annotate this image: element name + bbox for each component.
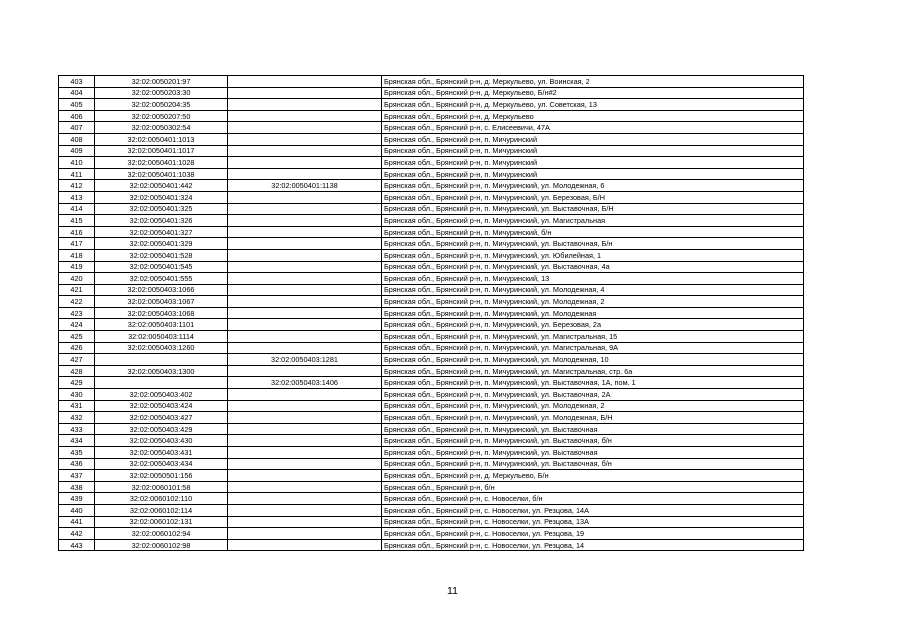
secondary-cadastral-number-cell	[228, 87, 382, 99]
row-number-cell: 427	[59, 354, 95, 366]
table-row	[59, 412, 804, 424]
secondary-cadastral-number-cell	[228, 157, 382, 169]
row-number-cell: 413	[59, 191, 95, 203]
cadastral-number-cell: 32:02:0050403:434	[95, 458, 228, 470]
table-row	[59, 354, 804, 366]
address-cell: Брянская обл., Брянский р-н, п. Мичуринский, ул. Магистральная, 15	[382, 331, 804, 343]
secondary-cadastral-number-cell	[228, 284, 382, 296]
table-row	[59, 307, 804, 319]
secondary-cadastral-number-cell	[228, 122, 382, 134]
address-cell: Брянская обл., Брянский р-н, п. Мичуринский	[382, 168, 804, 180]
secondary-cadastral-number-cell	[228, 493, 382, 505]
address-cell: Брянская обл., Брянский р-н, п. Мичуринский, ул. Березовая, 2а	[382, 319, 804, 331]
table-body	[59, 76, 804, 551]
address-cell: Брянская обл., Брянский р-н, п. Мичуринский, ул. Молодежная, 4	[382, 284, 804, 296]
secondary-cadastral-number-cell	[228, 76, 382, 88]
row-number-cell: 429	[59, 377, 95, 389]
secondary-cadastral-number-cell	[228, 516, 382, 528]
cadastral-number-cell: 32:02:0050403:1101	[95, 319, 228, 331]
secondary-cadastral-number-cell	[228, 423, 382, 435]
cadastral-number-cell: 32:02:0060101:58	[95, 481, 228, 493]
row-number-cell: 410	[59, 157, 95, 169]
cadastral-number-cell: 32:02:0050401:1038	[95, 168, 228, 180]
address-cell: Брянская обл., Брянский р-н, п. Мичуринский, ул. Молодежная, 10	[382, 354, 804, 366]
cadastral-number-cell: 32:02:0060102:98	[95, 539, 228, 551]
cadastral-number-cell: 32:02:0050403:402	[95, 389, 228, 401]
cadastral-number-cell: 32:02:0050403:427	[95, 412, 228, 424]
address-cell: Брянская обл., Брянский р-н, п. Мичуринский, ул. Молодежная, Б/Н	[382, 412, 804, 424]
cadastral-number-cell: 32:02:0050403:430	[95, 435, 228, 447]
row-number-cell: 424	[59, 319, 95, 331]
secondary-cadastral-number-cell	[228, 389, 382, 401]
secondary-cadastral-number-cell	[228, 273, 382, 285]
address-cell: Брянская обл., Брянский р-н, п. Мичуринский, ул. Березовая, Б/Н	[382, 191, 804, 203]
cadastral-number-cell: 32:02:0050207:50	[95, 110, 228, 122]
row-number-cell: 419	[59, 261, 95, 273]
table-row	[59, 528, 804, 540]
cadastral-number-cell: 32:02:0060102:131	[95, 516, 228, 528]
table-row	[59, 191, 804, 203]
secondary-cadastral-number-cell	[228, 331, 382, 343]
cadastral-number-cell: 32:02:0050401:545	[95, 261, 228, 273]
address-cell: Брянская обл., Брянский р-н, п. Мичуринский, ул. Молодежная, 6	[382, 180, 804, 192]
address-cell: Брянская обл., Брянский р-н, п. Мичуринский, ул. Выставочная, Б/н	[382, 238, 804, 250]
row-number-cell: 430	[59, 389, 95, 401]
address-cell: Брянская обл., Брянский р-н, п. Мичуринский, ул. Молодежная, 2	[382, 400, 804, 412]
cadastral-number-cell: 32:02:0050403:431	[95, 447, 228, 459]
row-number-cell: 412	[59, 180, 95, 192]
table-row	[59, 435, 804, 447]
secondary-cadastral-number-cell	[228, 296, 382, 308]
cadastral-number-cell: 32:02:0050401:1013	[95, 133, 228, 145]
address-cell: Брянская обл., Брянский р-н, п. Мичуринский, ул. Выставочная, Б/Н	[382, 203, 804, 215]
table-row	[59, 133, 804, 145]
secondary-cadastral-number-cell	[228, 203, 382, 215]
table-row	[59, 470, 804, 482]
address-cell: Брянская обл., Брянский р-н, с. Новоселки, ул. Резцова, 13А	[382, 516, 804, 528]
address-cell: Брянская обл., Брянский р-н, п. Мичуринский, ул. Выставочная, б/н	[382, 435, 804, 447]
cadastral-number-cell: 32:02:0050401:329	[95, 238, 228, 250]
row-number-cell: 433	[59, 423, 95, 435]
table-row	[59, 377, 804, 389]
row-number-cell: 439	[59, 493, 95, 505]
table-row	[59, 458, 804, 470]
cadastral-number-cell: 32:02:0050401:325	[95, 203, 228, 215]
table-row	[59, 400, 804, 412]
secondary-cadastral-number-cell	[228, 458, 382, 470]
cadastral-number-cell: 32:02:0050403:1260	[95, 342, 228, 354]
cadastral-number-cell: 32:02:0050401:1017	[95, 145, 228, 157]
table-row	[59, 76, 804, 88]
secondary-cadastral-number-cell: 32:02:0050403:1406	[228, 377, 382, 389]
row-number-cell: 442	[59, 528, 95, 540]
cadastral-number-cell: 32:02:0050403:1300	[95, 365, 228, 377]
row-number-cell: 434	[59, 435, 95, 447]
cadastral-number-cell: 32:02:0050401:442	[95, 180, 228, 192]
secondary-cadastral-number-cell	[228, 110, 382, 122]
row-number-cell: 443	[59, 539, 95, 551]
cadastral-number-cell: 32:02:0050501:156	[95, 470, 228, 482]
address-cell: Брянская обл., Брянский р-н, п. Мичуринский, б/н	[382, 226, 804, 238]
secondary-cadastral-number-cell	[228, 470, 382, 482]
address-cell: Брянская обл., Брянский р-н, п. Мичуринский, 13	[382, 273, 804, 285]
row-number-cell: 416	[59, 226, 95, 238]
table-row	[59, 273, 804, 285]
cadastral-number-cell: 32:02:0050403:1114	[95, 331, 228, 343]
cadastral-number-cell: 32:02:0060102:114	[95, 504, 228, 516]
cadastral-number-cell: 32:02:0050403:1066	[95, 284, 228, 296]
cadastral-number-cell: 32:02:0050302:54	[95, 122, 228, 134]
table-row	[59, 423, 804, 435]
row-number-cell: 421	[59, 284, 95, 296]
secondary-cadastral-number-cell: 32:02:0050401:1138	[228, 180, 382, 192]
secondary-cadastral-number-cell	[228, 226, 382, 238]
cadastral-number-cell: 32:02:0050401:327	[95, 226, 228, 238]
cadastral-number-cell	[95, 377, 228, 389]
row-number-cell: 435	[59, 447, 95, 459]
row-number-cell: 404	[59, 87, 95, 99]
secondary-cadastral-number-cell	[228, 435, 382, 447]
row-number-cell: 436	[59, 458, 95, 470]
table-row	[59, 319, 804, 331]
table-row	[59, 168, 804, 180]
address-cell: Брянская обл., Брянский р-н, с. Новоселки, б/н	[382, 493, 804, 505]
cadastral-number-cell: 32:02:0050401:1028	[95, 157, 228, 169]
row-number-cell: 411	[59, 168, 95, 180]
cadastral-number-cell: 32:02:0050401:555	[95, 273, 228, 285]
row-number-cell: 438	[59, 481, 95, 493]
address-cell: Брянская обл., Брянский р-н, п. Мичуринский	[382, 133, 804, 145]
cadastral-number-cell: 32:02:0050403:429	[95, 423, 228, 435]
table-row	[59, 365, 804, 377]
secondary-cadastral-number-cell	[228, 319, 382, 331]
address-cell: Брянская обл., Брянский р-н, п. Мичуринский, ул. Выставочная	[382, 447, 804, 459]
cadastral-number-cell: 32:02:0050401:326	[95, 215, 228, 227]
cadastral-number-cell: 32:02:0050403:1067	[95, 296, 228, 308]
cadastral-number-cell: 32:02:0050204:35	[95, 99, 228, 111]
address-cell: Брянская обл., Брянский р-н, д. Меркульево	[382, 110, 804, 122]
row-number-cell: 417	[59, 238, 95, 250]
row-number-cell: 407	[59, 122, 95, 134]
secondary-cadastral-number-cell	[228, 400, 382, 412]
cadastral-number-cell: 32:02:0050201:97	[95, 76, 228, 88]
secondary-cadastral-number-cell	[228, 307, 382, 319]
row-number-cell: 437	[59, 470, 95, 482]
table-row	[59, 296, 804, 308]
address-cell: Брянская обл., Брянский р-н, д. Меркульево, Б/н	[382, 470, 804, 482]
secondary-cadastral-number-cell	[228, 481, 382, 493]
address-cell: Брянская обл., Брянский р-н, п. Мичуринский, ул. Выставочная, б/н	[382, 458, 804, 470]
cadastral-number-cell: 32:02:0060102:94	[95, 528, 228, 540]
row-number-cell: 432	[59, 412, 95, 424]
row-number-cell: 406	[59, 110, 95, 122]
cadastral-number-cell	[95, 354, 228, 366]
table-row	[59, 389, 804, 401]
cadastral-number-cell: 32:02:0050401:528	[95, 249, 228, 261]
address-cell: Брянская обл., Брянский р-н, п. Мичуринский, ул. Магистральная, 9А	[382, 342, 804, 354]
cadastral-number-cell: 32:02:0050403:424	[95, 400, 228, 412]
secondary-cadastral-number-cell	[228, 249, 382, 261]
table-row	[59, 249, 804, 261]
secondary-cadastral-number-cell	[228, 365, 382, 377]
table-row	[59, 203, 804, 215]
secondary-cadastral-number-cell	[228, 238, 382, 250]
address-cell: Брянская обл., Брянский р-н, п. Мичуринский	[382, 145, 804, 157]
table-row	[59, 180, 804, 192]
secondary-cadastral-number-cell	[228, 504, 382, 516]
table-row	[59, 215, 804, 227]
table-row	[59, 493, 804, 505]
table-row	[59, 284, 804, 296]
secondary-cadastral-number-cell	[228, 191, 382, 203]
address-cell: Брянская обл., Брянский р-н, п. Мичуринский, ул. Выставочная, 4а	[382, 261, 804, 273]
secondary-cadastral-number-cell	[228, 145, 382, 157]
secondary-cadastral-number-cell	[228, 133, 382, 145]
row-number-cell: 408	[59, 133, 95, 145]
address-cell: Брянская обл., Брянский р-н, п. Мичуринский, ул. Юбилейная, 1	[382, 249, 804, 261]
secondary-cadastral-number-cell	[228, 99, 382, 111]
address-cell: Брянская обл., Брянский р-н, д. Меркульево, Б/н#2	[382, 87, 804, 99]
address-cell: Брянская обл., Брянский р-н, п. Мичуринский	[382, 157, 804, 169]
table-row	[59, 110, 804, 122]
address-cell: Брянская обл., Брянский р-н, п. Мичуринский, ул. Выставочная, 1А, пом. 1	[382, 377, 804, 389]
table-row	[59, 87, 804, 99]
row-number-cell: 414	[59, 203, 95, 215]
row-number-cell: 409	[59, 145, 95, 157]
secondary-cadastral-number-cell	[228, 412, 382, 424]
table-row	[59, 342, 804, 354]
cadastral-number-cell: 32:02:0050403:1068	[95, 307, 228, 319]
table-row	[59, 331, 804, 343]
secondary-cadastral-number-cell	[228, 168, 382, 180]
row-number-cell: 415	[59, 215, 95, 227]
page-number: 11	[447, 585, 458, 597]
row-number-cell: 422	[59, 296, 95, 308]
address-cell: Брянская обл., Брянский р-н, д. Меркульево, ул. Воинская, 2	[382, 76, 804, 88]
row-number-cell: 405	[59, 99, 95, 111]
table-row	[59, 539, 804, 551]
row-number-cell: 441	[59, 516, 95, 528]
table-row	[59, 447, 804, 459]
address-cell: Брянская обл., Брянский р-н, п. Мичуринский, ул. Выставочная	[382, 423, 804, 435]
address-cell: Брянская обл., Брянский р-н, п. Мичуринский, ул. Молодежная	[382, 307, 804, 319]
address-cell: Брянская обл., Брянский р-н, с. Новоселки, ул. Резцова, 19	[382, 528, 804, 540]
table-row	[59, 226, 804, 238]
cadastral-number-cell: 32:02:0050203:30	[95, 87, 228, 99]
cadastral-number-cell: 32:02:0060102:110	[95, 493, 228, 505]
row-number-cell: 425	[59, 331, 95, 343]
address-cell: Брянская обл., Брянский р-н, с. Елисеевичи, 47А	[382, 122, 804, 134]
table-row	[59, 481, 804, 493]
row-number-cell: 418	[59, 249, 95, 261]
address-cell: Брянская обл., Брянский р-н, б/н	[382, 481, 804, 493]
table-row	[59, 99, 804, 111]
table-row	[59, 145, 804, 157]
secondary-cadastral-number-cell	[228, 215, 382, 227]
secondary-cadastral-number-cell	[228, 447, 382, 459]
secondary-cadastral-number-cell	[228, 261, 382, 273]
address-cell: Брянская обл., Брянский р-н, п. Мичуринский, ул. Молодежная, 2	[382, 296, 804, 308]
table-row	[59, 238, 804, 250]
address-cell: Брянская обл., Брянский р-н, д. Меркульево, ул. Советская, 13	[382, 99, 804, 111]
secondary-cadastral-number-cell	[228, 528, 382, 540]
secondary-cadastral-number-cell: 32:02:0050403:1281	[228, 354, 382, 366]
row-number-cell: 423	[59, 307, 95, 319]
table-row	[59, 516, 804, 528]
address-cell: Брянская обл., Брянский р-н, с. Новоселки, ул. Резцова, 14	[382, 539, 804, 551]
table-row	[59, 504, 804, 516]
row-number-cell: 428	[59, 365, 95, 377]
row-number-cell: 431	[59, 400, 95, 412]
row-number-cell: 426	[59, 342, 95, 354]
address-cell: Брянская обл., Брянский р-н, п. Мичуринский, ул. Магистральная, стр. 6а	[382, 365, 804, 377]
cadastral-number-cell: 32:02:0050401:324	[95, 191, 228, 203]
secondary-cadastral-number-cell	[228, 539, 382, 551]
address-cell: Брянская обл., Брянский р-н, с. Новоселки, ул. Резцова, 14А	[382, 504, 804, 516]
table-row	[59, 261, 804, 273]
row-number-cell: 403	[59, 76, 95, 88]
address-cell: Брянская обл., Брянский р-н, п. Мичуринский, ул. Магистральная	[382, 215, 804, 227]
table-row	[59, 122, 804, 134]
secondary-cadastral-number-cell	[228, 342, 382, 354]
data-table	[58, 75, 804, 551]
address-cell: Брянская обл., Брянский р-н, п. Мичуринский, ул. Выставочная, 2А	[382, 389, 804, 401]
row-number-cell: 440	[59, 504, 95, 516]
row-number-cell: 420	[59, 273, 95, 285]
table-row	[59, 157, 804, 169]
